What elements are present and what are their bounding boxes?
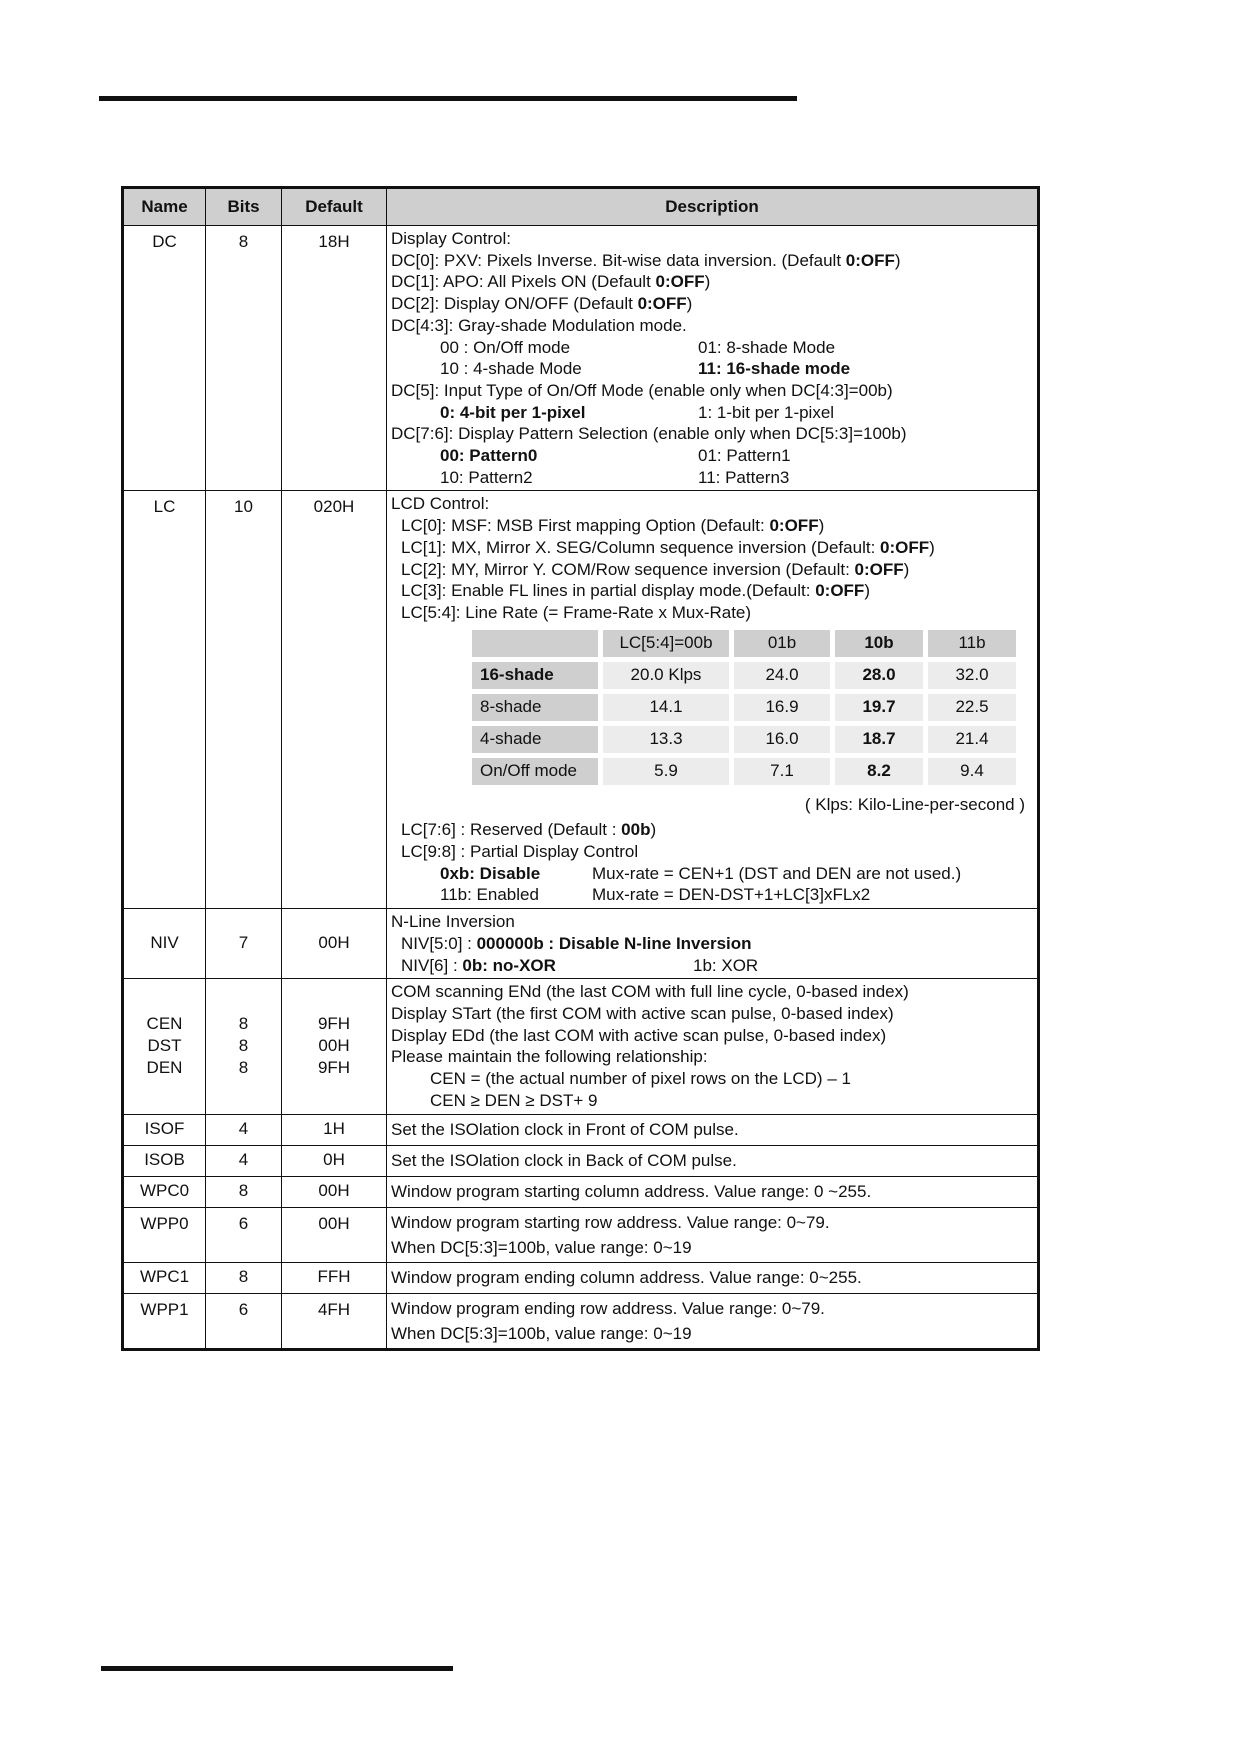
col-header-name: Name	[123, 188, 206, 226]
reg-bits: 8	[206, 1262, 282, 1293]
reg-description: Set the ISOlation clock in Front of COM pulse.	[387, 1114, 1039, 1145]
line-rate-row	[472, 726, 1016, 753]
line-rate-header-row	[472, 630, 1016, 657]
reg-description	[387, 226, 1039, 491]
table-row-isof	[123, 1114, 1039, 1145]
line-rate-cell: 22.5	[928, 694, 1016, 721]
desc-line: 0xb: Disable Mux-rate = CEN+1 (DST and DEN are not used.)	[440, 863, 962, 883]
line-rate-label: 16-shade	[472, 662, 598, 689]
desc-line: LC[1]: MX, Mirror X. SEG/Column sequence inversion (Default: 0:OFF)	[401, 537, 935, 557]
desc-line: LC[0]: MSF: MSB First mapping Option (Default: 0:OFF)	[401, 516, 825, 536]
table-header-row	[123, 188, 1039, 226]
desc-line: CEN ≥ DEN ≥ DST+ 9	[430, 1090, 598, 1110]
reg-name: LC	[123, 491, 206, 909]
reg-name: ISOF	[123, 1114, 206, 1145]
desc-line: N-Line Inversion	[391, 912, 515, 932]
line-rate-label: 8-shade	[472, 694, 598, 721]
reg-bits: 8	[206, 1176, 282, 1207]
line-rate-header-cell: 10b	[835, 630, 923, 657]
line-rate-cell: 16.0	[734, 726, 830, 753]
line-rate-cell: 32.0	[928, 662, 1016, 689]
desc-line: NIV[5:0] : 000000b : Disable N-line Inversion	[401, 933, 752, 953]
reg-name: NIV	[123, 909, 206, 979]
desc-line: LC[7:6] : Reserved (Default : 00b)	[401, 820, 657, 840]
reg-description: Window program ending column address. Value range: 0~255.	[387, 1262, 1039, 1293]
desc-line: DC[2]: Display ON/OFF (Default 0:OFF)	[391, 294, 693, 314]
desc-line: LC[5:4]: Line Rate (= Frame-Rate x Mux-Rate)	[401, 602, 752, 622]
line-rate-label: 4-shade	[472, 726, 598, 753]
desc-line: CEN = (the actual number of pixel rows on the LCD) – 1	[430, 1069, 851, 1089]
col-header-description: Description	[387, 188, 1039, 226]
reg-description	[387, 491, 1039, 909]
reg-description	[387, 909, 1039, 979]
desc-line: 10: Pattern2 11: Pattern3	[440, 467, 790, 487]
desc-line: LC[2]: MY, Mirror Y. COM/Row sequence inversion (Default: 0:OFF)	[401, 559, 910, 579]
reg-default: 1H	[282, 1114, 387, 1145]
reg-bits: 6	[206, 1293, 282, 1349]
table-row-cen-dst-den	[123, 979, 1039, 1114]
header-rule	[99, 96, 797, 101]
desc-line: 00: Pattern0 01: Pattern1	[440, 446, 791, 466]
col-header-default: Default	[282, 188, 387, 226]
desc-line: COM scanning ENd (the last COM with full line cycle, 0-based index)	[391, 982, 909, 1002]
reg-name: DC	[123, 226, 206, 491]
register-table	[121, 186, 1040, 1351]
line-rate-cell: 8.2	[835, 758, 923, 785]
line-rate-cell: 28.0	[835, 662, 923, 689]
reg-bits: 8 8 8	[206, 979, 282, 1114]
table-row-niv	[123, 909, 1039, 979]
line-rate-cell: 9.4	[928, 758, 1016, 785]
reg-name: WPP1	[123, 1293, 206, 1349]
table-row-wpc0	[123, 1176, 1039, 1207]
desc-line: Display Control:	[391, 229, 511, 248]
line-rate-cell: 19.7	[835, 694, 923, 721]
units-note: ( Klps: Kilo-Line-per-second )	[804, 794, 1025, 814]
desc-line: LC[9:8] : Partial Display Control	[401, 842, 639, 862]
reg-description: Set the ISOlation clock in Back of COM pulse.	[387, 1145, 1039, 1176]
desc-line: DC[4:3]: Gray-shade Modulation mode.	[391, 315, 687, 335]
reg-bits: 4	[206, 1145, 282, 1176]
table-row-lc	[123, 491, 1039, 909]
line-rate-cell: 5.9	[603, 758, 729, 785]
reg-name: WPC0	[123, 1176, 206, 1207]
desc-line: DC[0]: PXV: Pixels Inverse. Bit-wise data inversion. (Default 0:OFF)	[391, 250, 901, 270]
col-header-bits: Bits	[206, 188, 282, 226]
desc-line: DC[5]: Input Type of On/Off Mode (enable only when DC[4:3]=00b)	[391, 380, 893, 400]
table-row-dc	[123, 226, 1039, 491]
reg-bits: 7	[206, 909, 282, 979]
reg-name: WPC1	[123, 1262, 206, 1293]
desc-line: Display EDd (the last COM with active scan pulse, 0-based index)	[391, 1025, 887, 1045]
desc-line: 10 : 4-shade Mode 11: 16-shade mode	[440, 359, 851, 379]
table-row-wpc1	[123, 1262, 1039, 1293]
line-rate-cell: 24.0	[734, 662, 830, 689]
line-rate-cell: 13.3	[603, 726, 729, 753]
line-rate-header-cell: 01b	[734, 630, 830, 657]
line-rate-cell: 14.1	[603, 694, 729, 721]
footer-rule	[101, 1666, 453, 1671]
reg-default: 00H	[282, 1207, 387, 1262]
line-rate-header-cell: LC[5:4]=00b	[603, 630, 729, 657]
desc-line: NIV[6] : 0b: no-XOR 1b: XOR	[401, 955, 759, 975]
desc-line: 11b: Enabled Mux-rate = DEN-DST+1+LC[3]xFLx2	[440, 885, 871, 905]
reg-description: Window program starting column address. Value range: 0 ~255.	[387, 1176, 1039, 1207]
table-row-wpp1	[123, 1293, 1039, 1349]
line-rate-row	[472, 694, 1016, 721]
reg-default: 18H	[282, 226, 387, 491]
desc-line: 00 : On/Off mode 01: 8-shade Mode	[440, 337, 836, 357]
desc-line: 0: 4-bit per 1-pixel 1: 1-bit per 1-pixel	[440, 402, 835, 422]
line-rate-table	[467, 625, 1021, 790]
reg-default: 00H	[282, 1176, 387, 1207]
line-rate-row	[472, 758, 1016, 785]
desc-line: LC[3]: Enable FL lines in partial display mode.(Default: 0:OFF)	[401, 581, 870, 601]
reg-name: CEN DST DEN	[123, 979, 206, 1114]
reg-description: Window program ending row address. Value range: 0~79. When DC[5:3]=100b, value range: 0~19	[387, 1293, 1039, 1349]
reg-bits: 4	[206, 1114, 282, 1145]
line-rate-corner-cell	[472, 630, 598, 657]
reg-default: 0H	[282, 1145, 387, 1176]
desc-line: Display STart (the first COM with active scan pulse, 0-based index)	[391, 1003, 894, 1023]
reg-default: 4FH	[282, 1293, 387, 1349]
desc-line: DC[7:6]: Display Pattern Selection (enable only when DC[5:3]=100b)	[391, 424, 907, 444]
line-rate-header-cell: 11b	[928, 630, 1016, 657]
reg-default: 020H	[282, 491, 387, 909]
reg-name: WPP0	[123, 1207, 206, 1262]
line-rate-cell: 18.7	[835, 726, 923, 753]
reg-default: FFH	[282, 1262, 387, 1293]
line-rate-cell: 7.1	[734, 758, 830, 785]
desc-line: LCD Control:	[391, 494, 490, 514]
line-rate-cell: 21.4	[928, 726, 1016, 753]
line-rate-cell: 20.0 Klps	[603, 662, 729, 689]
reg-default: 00H	[282, 909, 387, 979]
line-rate-row	[472, 662, 1016, 689]
reg-bits: 10	[206, 491, 282, 909]
table-row-isob	[123, 1145, 1039, 1176]
reg-description	[387, 979, 1039, 1114]
table-row-wpp0	[123, 1207, 1039, 1262]
desc-line: DC[1]: APO: All Pixels ON (Default 0:OFF)	[391, 272, 711, 292]
line-rate-cell: 16.9	[734, 694, 830, 721]
line-rate-label: On/Off mode	[472, 758, 598, 785]
reg-name: ISOB	[123, 1145, 206, 1176]
reg-bits: 6	[206, 1207, 282, 1262]
desc-line: Please maintain the following relationship:	[391, 1047, 708, 1067]
reg-bits: 8	[206, 226, 282, 491]
reg-default: 9FH 00H 9FH	[282, 979, 387, 1114]
reg-description: Window program starting row address. Value range: 0~79. When DC[5:3]=100b, value range: 0~19	[387, 1207, 1039, 1262]
